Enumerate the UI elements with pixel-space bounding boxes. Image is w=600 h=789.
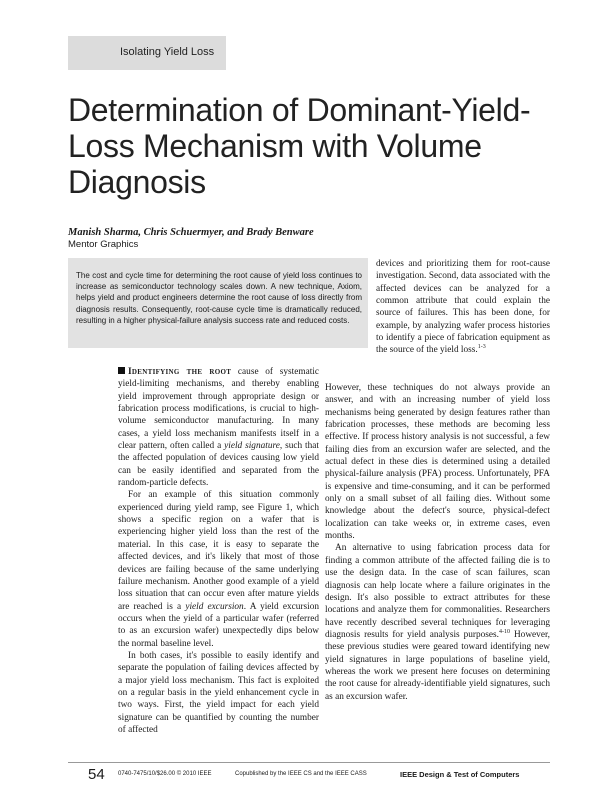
section-start-marker	[118, 367, 125, 374]
section-label: Isolating Yield Loss	[120, 46, 215, 58]
citation-ref: 1-3	[477, 344, 486, 351]
citation-ref: 4-10	[499, 628, 510, 635]
paragraph-text: However, these previous studies were geared toward identifying new yield signatures in large populations of baseline yield, whereas the work we present here focuses on determining the root cause for already-identifiable yield signatures, such as an excursion wafer.	[325, 629, 550, 702]
paragraph	[376, 258, 550, 357]
paragraph: However, these techniques do not always provide an answer, and with an increasing number of yield loss mechanisms being generated by design features rather than fabrication processes, these methods are becoming less effective. If process history analysis is not successful, a few failing dies from an excursion wafer are selected, and the actual defect in these dies is determined using a detailed physical-failure analysis (PFA) process. Unfortunately, PFA is expensive and time-consuming, and it can be performed only on a small subset of all failing dies. Without some knowledge about the defect's source, physical-defect localization can take weeks or, in extreme cases, even months.	[325, 383, 550, 542]
paragraph	[118, 489, 319, 649]
body-column-left	[118, 366, 319, 736]
article-title: Determination of Dominant-Yield-Loss Mechanism with Volume Diagnosis	[68, 92, 531, 200]
footer-rule	[68, 762, 550, 763]
paragraph-text: For an example of this situation commonly experienced during yield ramp, see Figure 1, which shows a specific region on a wafer that is experiencing higher yield loss than the rest of the material. In this case, it is easy to separate the affected devices, and it's likely that most of those devices are failing because of the same underlying failure mechanism. Another good example of a yield loss situation that can occur even after mature yields are reached is a	[118, 490, 319, 612]
paragraph	[118, 366, 319, 489]
body-column-right	[325, 382, 550, 703]
abstract-text: The cost and cycle time for determining the root cause of yield loss continues to increase as semiconductor technology scales down. A new technique, Axiom, helps yield and product engineers determine the root cause of loss directly from diagnosis results. Consequently, root-cause cycle time is dramatically reduced, resulting in a higher physical-failure analysis success rate and reduced costs.	[76, 271, 362, 325]
paragraph-text: . A yield excursion occurs when the yield of a particular wafer (referred to as an excursion wafer) unexpectedly dips below the normal baseline level.	[118, 601, 319, 649]
author-list: Manish Sharma, Chris Schuermyer, and Brady Benware	[68, 227, 314, 238]
emphasis-text: yield excursion	[185, 601, 244, 612]
paragraph-text: An alternative to using fabrication process data for finding a common attribute of the affected failing die is to use the design data. In the case of scan failures, scan diagnosis can help locate where a failure originates in the design. It's also possible to extract attributes for these locations and analyze them for commonalities. Researchers have recently described several techniques for leveraging diagnosis results for yield analysis purposes.	[325, 543, 550, 640]
page-number: 54	[88, 766, 105, 783]
paragraph-text: , such that the affected population of devices causing low yield can be easily identified and separated from the random-particle defects.	[118, 441, 319, 489]
footer-journal-name: IEEE Design & Test of Computers	[400, 770, 520, 779]
lead-in-text: Identifying the root	[128, 367, 232, 377]
paragraph-text: cause of systematic yield-limiting mechanisms, and thereby enabling yield improvement through appropriate design or fabrication process modifications, is crucial to high-volume semiconductor manufacturing. In many cases, a yield loss mechanism manifests itself in a clear pattern, often called a	[118, 367, 319, 452]
paragraph-text: devices and prioritizing them for root-cause investigation. Second, data associated with the affected devices can be analyzed for a common attribute that could explain the source of failures. This has been done, for example, by analyzing wafer process histories to identify a piece of fabrication equipment as the source of the yield loss.	[376, 259, 550, 356]
emphasis-text: yield signature	[224, 441, 280, 452]
paragraph: In both cases, it's possible to easily identify and separate the population of failing devices affected by a major yield loss mechanism. This fact is exploited on a regular basis in the yield enhancement cycle in two ways. First, the yield impact for each yield signature can be quantified by counting the number of affected	[118, 650, 319, 735]
author-affiliation: Mentor Graphics	[68, 239, 139, 250]
footer-price-code: 0740-7475/10/$26.00 © 2010 IEEE	[118, 771, 212, 777]
body-column-right-top	[376, 258, 550, 357]
footer-copyright: Copublished by the IEEE CS and the IEEE CASS	[235, 771, 367, 777]
paragraph	[325, 542, 550, 702]
